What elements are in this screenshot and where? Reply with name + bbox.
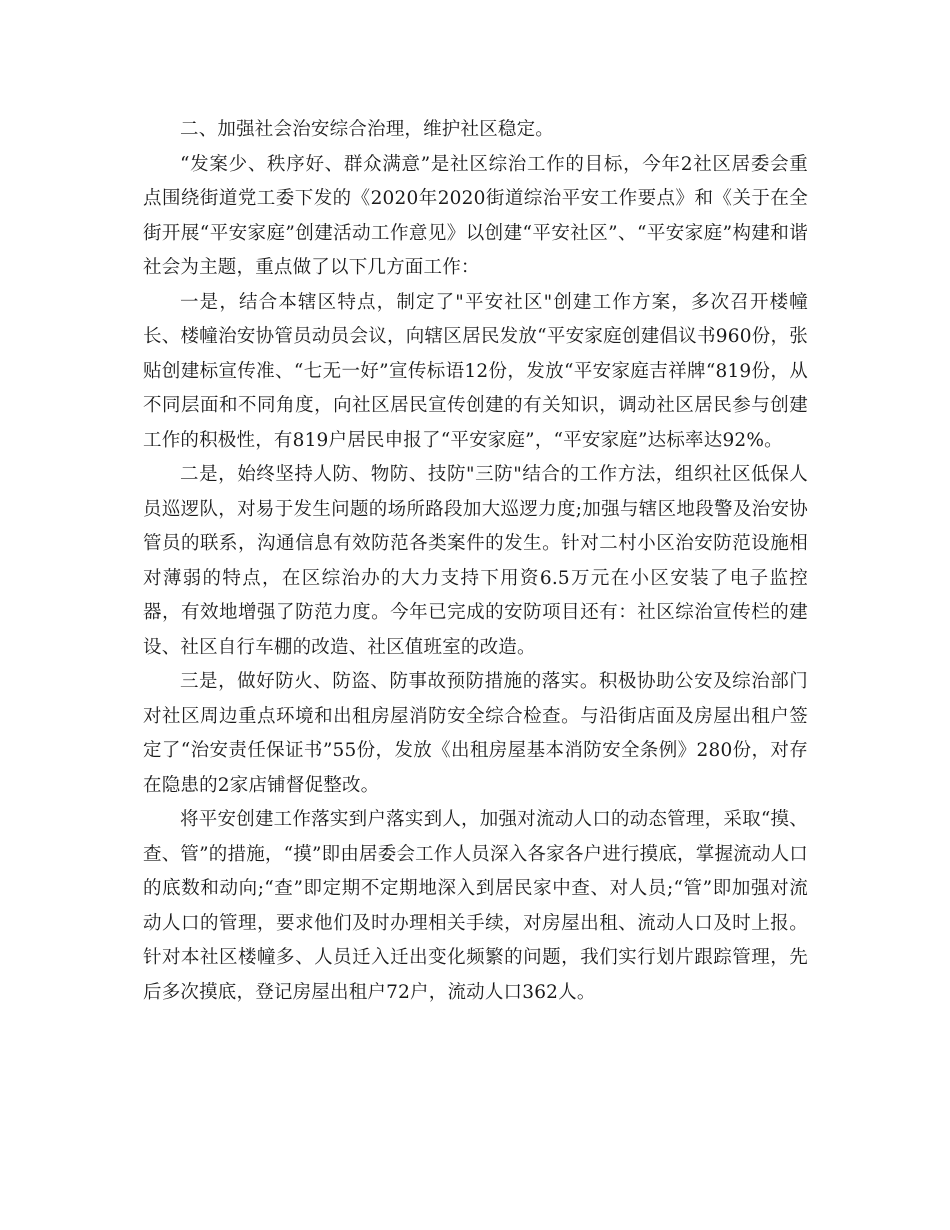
paragraph-item-three: 三是，做好防火、防盗、防事故预防措施的落实。积极协助公安及综治部门对社区周边重点环境和出租房屋消防安全综合检查。与沿街店面及房屋出租户签定了“治安责任保证书”55份，发放《出租房屋基本消防安全条例》280份，对存在隐患的2家店铺督促整改。 bbox=[143, 671, 808, 796]
section-heading: 二、加强社会治安综合治理，维护社区稳定。 bbox=[180, 119, 555, 140]
document-body bbox=[143, 113, 808, 1010]
paragraph-intro: “发案少、秩序好、群众满意”是社区综治工作的目标，今年2社区居委会重点围绕街道党工委下发的《2020年2020街道综治平安工作要点》和《关于在全街开展“平安家庭”创建活动工作意见》以创建“平安社区”、“平安家庭”构建和谐社会为主题，重点做了以下几方面工作： bbox=[143, 153, 808, 278]
paragraph-item-one: 一是，结合本辖区特点，制定了"平安社区"创建工作方案，多次召开楼幢长、楼幢治安协管员动员会议，向辖区居民发放“平安家庭创建倡议书960份，张贴创建标宣传准、“七无一好”宣传标语12份，发放“平安家庭吉祥牌“819份，从不同层面和不同角度，向社区居民宣传创建的有关知识，调动社区居民参与创建工作的积极性，有819户居民申报了“平安家庭”，“平安家庭”达标率达92%。 bbox=[143, 291, 808, 451]
paragraph-population-management: 将平安创建工作落实到户落实到人，加强对流动人口的动态管理，采取“摸、查、管”的措施，“摸”即由居委会工作人员深入各家各户进行摸底，掌握流动人口的底数和动向;“查”即定期不定期地深入到居民家中查、对人员;“管”即加强对流动人口的管理，要求他们及时办理相关手续，对房屋出租、流动人口及时上报。针对本社区楼幢多、人员迁入迁出变化频繁的问题，我们实行划片跟踪管理，先后多次摸底，登记房屋出租户72户，流动人口362人。 bbox=[143, 809, 808, 1003]
paragraph-item-two: 二是，始终坚持人防、物防、技防"三防"结合的工作方法，组织社区低保人员巡逻队，对易于发生问题的场所路段加大巡逻力度;加强与辖区地段警及治安协管员的联系，沟通信息有效防范各类案件的发生。针对二村小区治安防范设施相对薄弱的特点，在区综治办的大力支持下用资6.5万元在小区安装了电子监控器，有效地增强了防范力度。今年已完成的安防项目还有：社区综治宣传栏的建设、社区自行车棚的改造、社区值班室的改造。 bbox=[143, 464, 808, 658]
